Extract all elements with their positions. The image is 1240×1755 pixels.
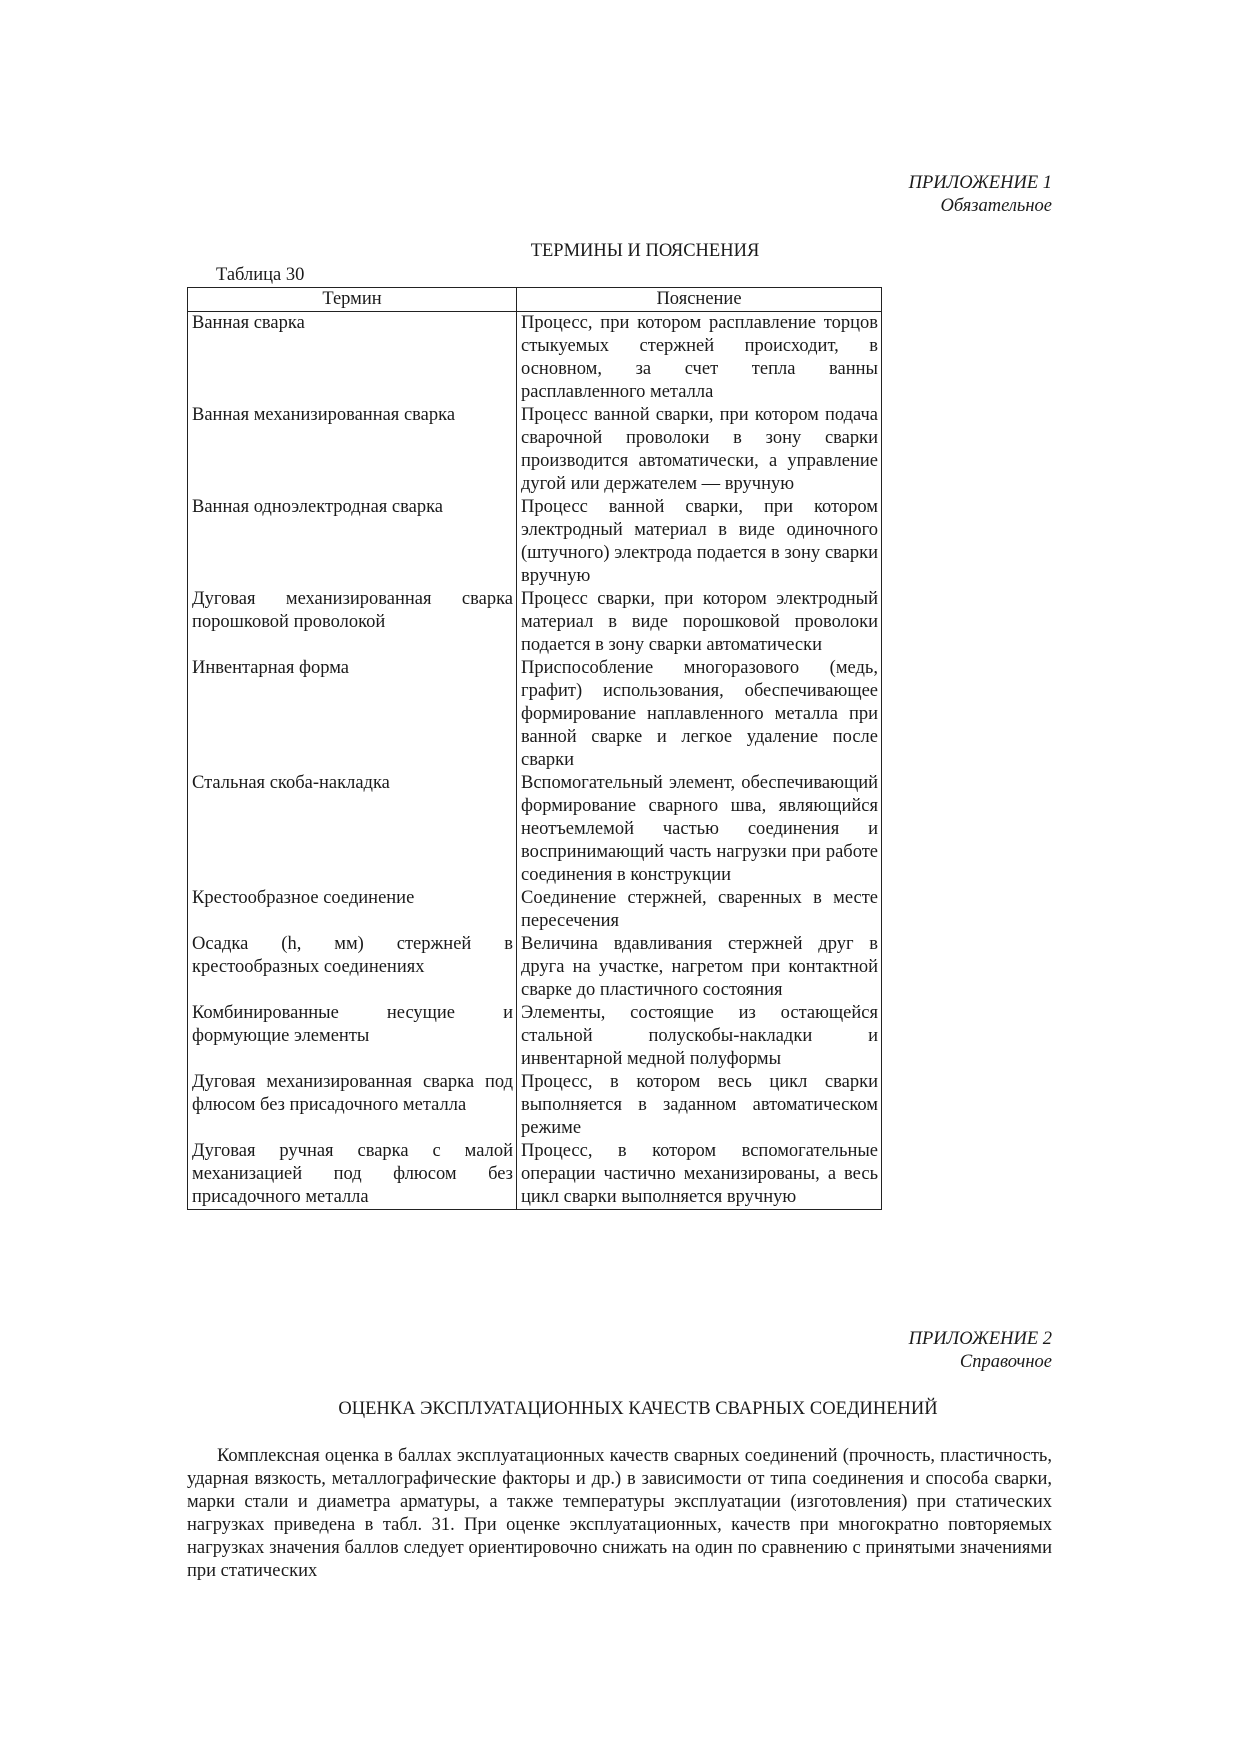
term-cell: Осадка (h, мм) стержней в крестообразных соединениях [188,933,517,1002]
term-cell: Крестообразное соединение [188,887,517,933]
header-term: Термин [188,288,517,312]
table-row [188,1140,882,1210]
table-row [188,496,882,588]
terms-body [188,312,882,1210]
terms-table [187,287,882,1210]
term-cell: Инвентарная форма [188,657,517,772]
section-2-title: ОЦЕНКА ЭКСПЛУАТАЦИОННЫХ КАЧЕСТВ СВАРНЫХ СОЕДИНЕНИЙ [338,1399,938,1419]
appendix-1-status: Обязательное [940,196,1052,216]
appendix-2-header [909,1328,1052,1374]
term-cell: Комбинированные несущие и формующие элементы [188,1002,517,1071]
table-row [188,887,882,933]
explanation-cell: Величина вдавливания стержней друг в друга на участке, нагретом при контактной сварке до пластичного состояния [517,933,882,1002]
term-cell: Ванная механизированная сварка [188,404,517,496]
intro-paragraph: Комплексная оценка в баллах эксплуатационных качеств сварных соединений (прочность, пластичность, ударная вязкость, металлографические факторы и др.) в зависимости от типа соединения и способа сварки, марки стали и диаметра арматуры, а также температуры эксплуатации (изготовления) при статических нагрузках приведена в табл. 31. При оценке эксплуатационных, качеств при многократно повторяемых нагрузках значения баллов следует ориентировочно снижать на один по сравнению с принятыми значениями при статических [187,1446,1052,1581]
header-explanation: Пояснение [517,288,882,312]
table-row [188,404,882,496]
table-row [188,588,882,657]
explanation-cell: Процесс ванной сварки, при котором подача сварочной проволоки в зону сварки производится автоматически, а управление дугой или держателем — вручную [517,404,882,496]
table-row [188,1071,882,1140]
term-cell: Дуговая механизированная сварка под флюсом без присадочного металла [188,1071,517,1140]
explanation-cell: Процесс, при котором расплавление торцов стыкуемых стержней происходит, в основном, за счет тепла ванны расплавленного металла [517,312,882,405]
explanation-cell: Соединение стержней, сваренных в месте пересечения [517,887,882,933]
term-cell: Стальная скоба-накладка [188,772,517,887]
explanation-cell: Процесс сварки, при котором электродный материал в виде порошковой проволоки подается в зону сварки автоматически [517,588,882,657]
table-row [188,657,882,772]
explanation-cell: Элементы, состоящие из остающейся стальной полускобы-накладки и инвентарной медной полуформы [517,1002,882,1071]
table-row [188,312,882,405]
explanation-cell: Процесс ванной сварки, при котором электродный материал в виде одиночного (штучного) электрода подается в зону сварки вручную [517,496,882,588]
term-cell: Ванная одноэлектродная сварка [188,496,517,588]
explanation-cell: Вспомогательный элемент, обеспечивающий формирование сварного шва, являющийся неотъемлемой частью соединения и воспринимающий часть нагрузки при работе соединения в конструкции [517,772,882,887]
appendix-2-status: Справочное [959,1352,1052,1372]
section-1-title: ТЕРМИНЫ И ПОЯСНЕНИЯ [530,241,760,261]
term-cell: Дуговая механизированная сварка порошковой проволокой [188,588,517,657]
table-label: Таблица 30 [216,265,305,285]
table-row [188,1002,882,1071]
table-row [188,933,882,1002]
explanation-cell: Процесс, в котором вспомогательные операции частично механизированы, а весь цикл сварки выполняется вручную [517,1140,882,1210]
explanation-cell: Приспособление многоразового (медь, графит) использования, обеспечивающее формирование наплавленного металла при ванной сварке и легкое удаление после сварки [517,657,882,772]
appendix-1-label: ПРИЛОЖЕНИЕ 1 [908,173,1052,193]
table-header-row [188,288,882,312]
table-row [188,772,882,887]
term-cell: Дуговая ручная сварка с малой механизацией под флюсом без присадочного металла [188,1140,517,1210]
appendix-2-label: ПРИЛОЖЕНИЕ 2 [908,1329,1052,1349]
term-cell: Ванная сварка [188,312,517,405]
appendix-1-header [909,172,1052,218]
explanation-cell: Процесс, в котором весь цикл сварки выполняется в заданном автоматическом режиме [517,1071,882,1140]
